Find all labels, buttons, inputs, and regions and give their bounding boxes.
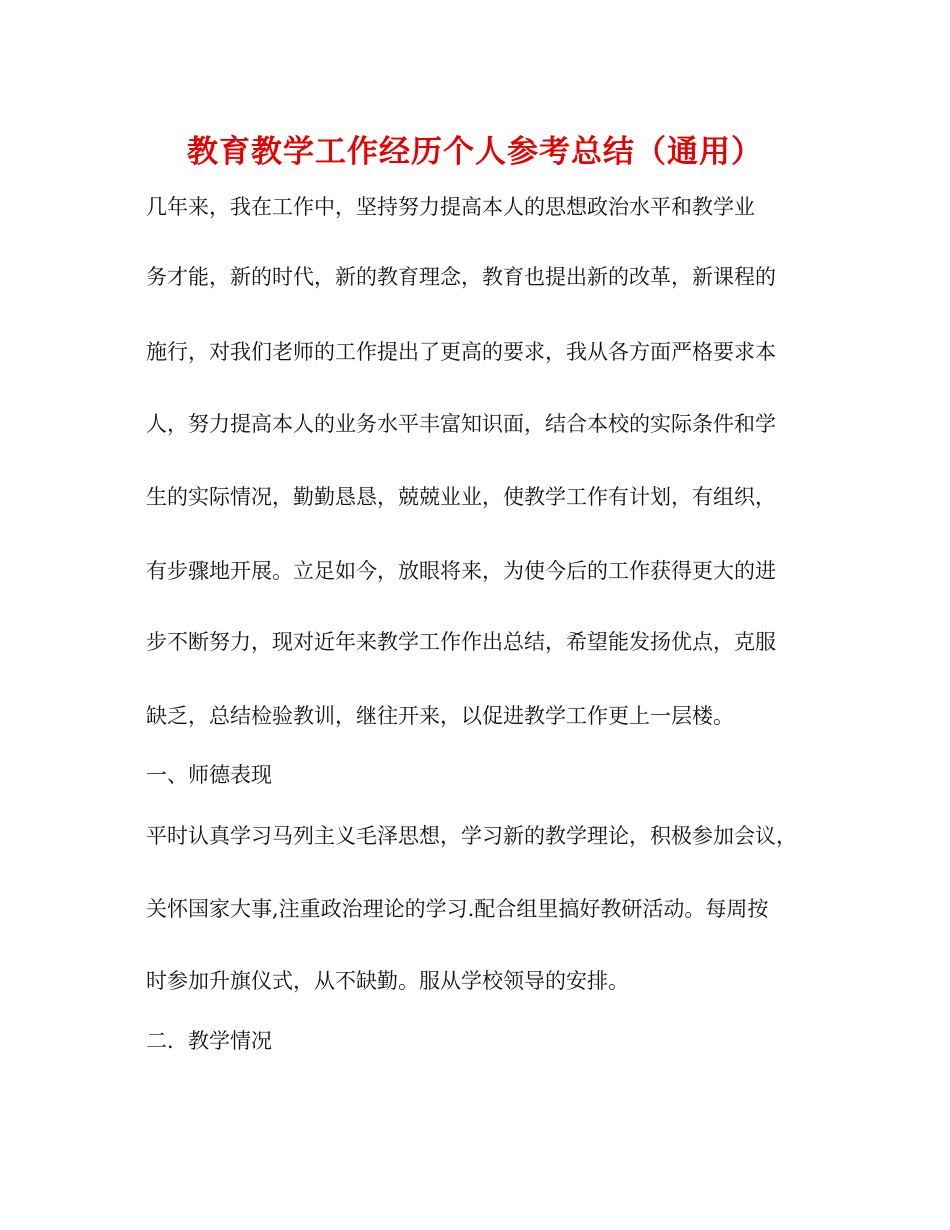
intro-line-1: 几年来，我在工作中，坚持努力提高本人的思想政治水平和教学业 [146,195,755,219]
intro-line-7: 步不断努力，现对近年来教学工作作出总结，希望能发扬优点，克服 [146,630,776,654]
intro-line-8: 缺乏，总结检验教训，继往开来，以促进教学工作更上一层楼。 [146,704,734,728]
section1-line-1: 平时认真学习马列主义毛泽思想，学习新的教学理论，积极参加会议， [146,824,797,848]
section1-line-2: 关怀国家大事,注重政治理论的学习.配合组里搞好教研活动。每周按 [146,897,769,921]
intro-line-6: 有步骤地开展。立足如今，放眼将来，为使今后的工作获得更大的进 [146,559,776,583]
section-heading-teaching-situation: 二．教学情况 [146,1029,272,1053]
intro-line-5: 生的实际情况，勤勤恳恳，兢兢业业，使教学工作有计划，有组织， [146,485,776,509]
section1-line-3: 时参加升旗仪式，从不缺勤。服从学校领导的安排。 [146,969,629,993]
intro-line-2: 务才能，新的时代，新的教育理念，教育也提出新的改革，新课程的 [146,265,776,289]
intro-line-3: 施行，对我们老师的工作提出了更高的要求，我从各方面严格要求本 [146,340,776,364]
section-heading-teacher-ethics: 一、师德表现 [146,763,272,787]
document-title: 教育教学工作经历个人参考总结（通用） [187,134,763,170]
intro-line-4: 人，努力提高本人的业务水平丰富知识面，结合本校的实际条件和学 [146,412,776,436]
